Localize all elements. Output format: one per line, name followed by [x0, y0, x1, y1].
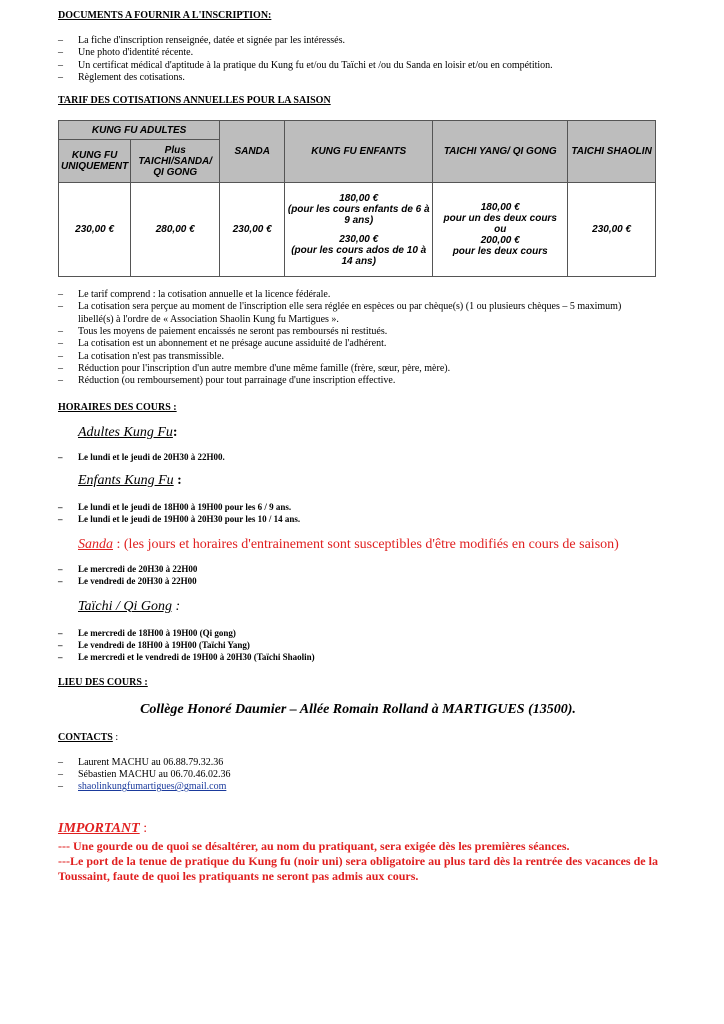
docs-heading: DOCUMENTS A FOURNIR A L'INSCRIPTION:	[58, 10, 272, 21]
group-header: KUNG FU ADULTES	[59, 121, 220, 140]
price-two-courses: 200,00 €	[480, 235, 520, 247]
list-item: – Le mercredi et le vendredi de 19H00 à 20H30 (Taïchi Shaolin)	[58, 651, 658, 663]
important-note-2: ---Le port de la tenue de pratique du Kung fu (noir uni) sera obligatoire au plus tard dès la rentrée des vacances de la Toussaint, faute de quoi les pratiquants ne seront pas admis aux cours.	[58, 854, 658, 884]
price-ados: 230,00 €	[339, 233, 379, 245]
adultes-section	[58, 425, 658, 441]
contact-email-item	[58, 781, 658, 793]
taichi-section	[58, 599, 658, 615]
price-one-course-note: pour un des deux cours	[443, 213, 557, 225]
taichi-list	[58, 627, 658, 663]
adultes-title: Adultes Kung Fu	[78, 424, 173, 440]
notes-list	[58, 289, 658, 387]
contacts-heading: CONTACTS	[58, 731, 113, 743]
lieu-heading: LIEU DES COURS :	[58, 676, 148, 688]
lieu-address: Collège Honoré Daumier – Allée Romain Rolland à MARTIGUES (13500).	[140, 701, 576, 717]
price-enfants-note: (pour les cours enfants de 6 à 9 ans)	[287, 203, 430, 226]
col-kungfu-enfants: KUNG FU ENFANTS	[285, 121, 433, 183]
list-item: – Le vendredi de 18H00 à 19H00 (Taïchi Yang)	[58, 639, 658, 651]
list-item: – Réduction (ou remboursement) pour tout parrainage d'une inscription effective.	[58, 375, 658, 387]
price-ados-note: (pour les cours ados de 10 à 14 ans)	[291, 244, 427, 267]
contacts-heading-line	[58, 732, 658, 743]
col-taichi-shaolin: TAICHI SHAOLIN	[568, 121, 656, 183]
list-item: – La cotisation sera perçue au moment de l'inscription elle sera réglée en espèces ou par chèque(s) (1 ou plusieurs chèques – 5 maximum) libellé(s) à l'ordre de « Association Shaolin Kung fu Martigues ».	[58, 301, 658, 326]
price-two-courses-note: pour les deux cours	[452, 246, 548, 258]
list-item: – La fiche d'inscription renseignée, datée et signée par les intéressés.	[58, 35, 658, 47]
list-item: – Le vendredi de 20H30 à 22H00	[58, 575, 658, 587]
list-item: – Tous les moyens de paiement encaissés ne seront pas remboursés ni restitués.	[58, 326, 658, 338]
cell-taichi-yang	[433, 183, 568, 277]
list-item: – Règlement des cotisations.	[58, 72, 658, 84]
sanda-list	[58, 563, 658, 587]
enfants-title: Enfants Kung Fu	[78, 472, 174, 488]
important-section	[58, 821, 658, 837]
list-item: – Le lundi et le jeudi de 18H00 à 19H00 pour les 6 / 9 ans.	[58, 501, 658, 513]
enfants-section	[58, 473, 658, 489]
contact-sebastien: – Sébastien MACHU au 06.70.46.02.36	[58, 769, 658, 781]
list-item: – La cotisation n'est pas transmissible.	[58, 351, 658, 363]
list-item: – Le tarif comprend : la cotisation annuelle et la licence fédérale.	[58, 289, 658, 301]
col-sanda: SANDA	[220, 121, 285, 183]
price-one-course: 180,00 €	[480, 202, 520, 214]
adultes-list	[58, 451, 658, 463]
important-note-1: --- Une gourde ou de quoi se désaltérer, au nom du pratiquant, sera exigée dès les premières séances.	[58, 839, 570, 854]
cell-plus-taichi: 280,00 €	[131, 183, 220, 277]
sanda-note: : (les jours et horaires d'entrainement sont susceptibles d'être modifiés en cours de saison)	[113, 536, 619, 552]
list-item: – Un certificat médical d'aptitude à la pratique du Kung fu et/ou du Taïchi et /ou du Sanda en loisir et/ou en compétition.	[58, 60, 658, 72]
contact-email-link[interactable]: shaolinkungfumartigues@gmail.com	[78, 781, 227, 793]
cell-taichi-shaolin: 230,00 €	[568, 183, 656, 277]
horaires-heading: HORAIRES DES COURS :	[58, 401, 177, 413]
or-label: ou	[494, 224, 507, 236]
adultes-colon: :	[172, 424, 178, 440]
list-item: – Le mercredi de 20H30 à 22H00	[58, 563, 658, 575]
document-page	[58, 10, 658, 884]
contacts-colon: :	[112, 731, 119, 743]
sanda-section	[58, 537, 658, 553]
contacts-list	[58, 757, 658, 794]
important-title: IMPORTANT	[58, 821, 140, 837]
taichi-title: Taïchi / Qi Gong	[78, 598, 172, 614]
col-taichi-yang: TAICHI YANG/ QI GONG	[433, 121, 568, 183]
contact-laurent: – Laurent MACHU au 06.88.79.32.36	[58, 757, 658, 769]
list-item: – Une photo d'identité récente.	[58, 47, 658, 59]
list-item: – Le mercredi de 18H00 à 19H00 (Qi gong)	[58, 627, 658, 639]
col-kungfu-uniquement: KUNG FU UNIQUEMENT	[59, 140, 131, 183]
cell-kungfu-enfants	[285, 183, 433, 277]
taichi-colon: :	[172, 598, 181, 614]
list-item: – La cotisation est un abonnement et ne présage aucune assiduité de l'adhérent.	[58, 338, 658, 350]
cell-sanda: 230,00 €	[220, 183, 285, 277]
enfants-colon: :	[173, 472, 182, 488]
sanda-title: Sanda	[78, 536, 113, 552]
col-plus-taichi: Plus TAICHI/SANDA/ QI GONG	[131, 140, 220, 183]
price-enfants: 180,00 €	[339, 192, 379, 204]
list-item: – Réduction pour l'inscription d'un autre membre d'une même famille (frère, sœur, père, mère).	[58, 363, 658, 375]
tarif-heading: TARIF DES COTISATIONS ANNUELLES POUR LA SAISON	[58, 95, 331, 107]
enfants-list	[58, 501, 658, 525]
important-colon: :	[139, 821, 148, 837]
docs-list	[58, 35, 658, 84]
cell-kungfu-uniquement: 230,00 €	[59, 183, 131, 277]
tarif-table	[58, 120, 656, 277]
list-item: – Le lundi et le jeudi de 19H00 à 20H30 pour les 10 / 14 ans.	[58, 513, 658, 525]
list-item: – Le lundi et le jeudi de 20H30 à 22H00.	[58, 451, 658, 463]
